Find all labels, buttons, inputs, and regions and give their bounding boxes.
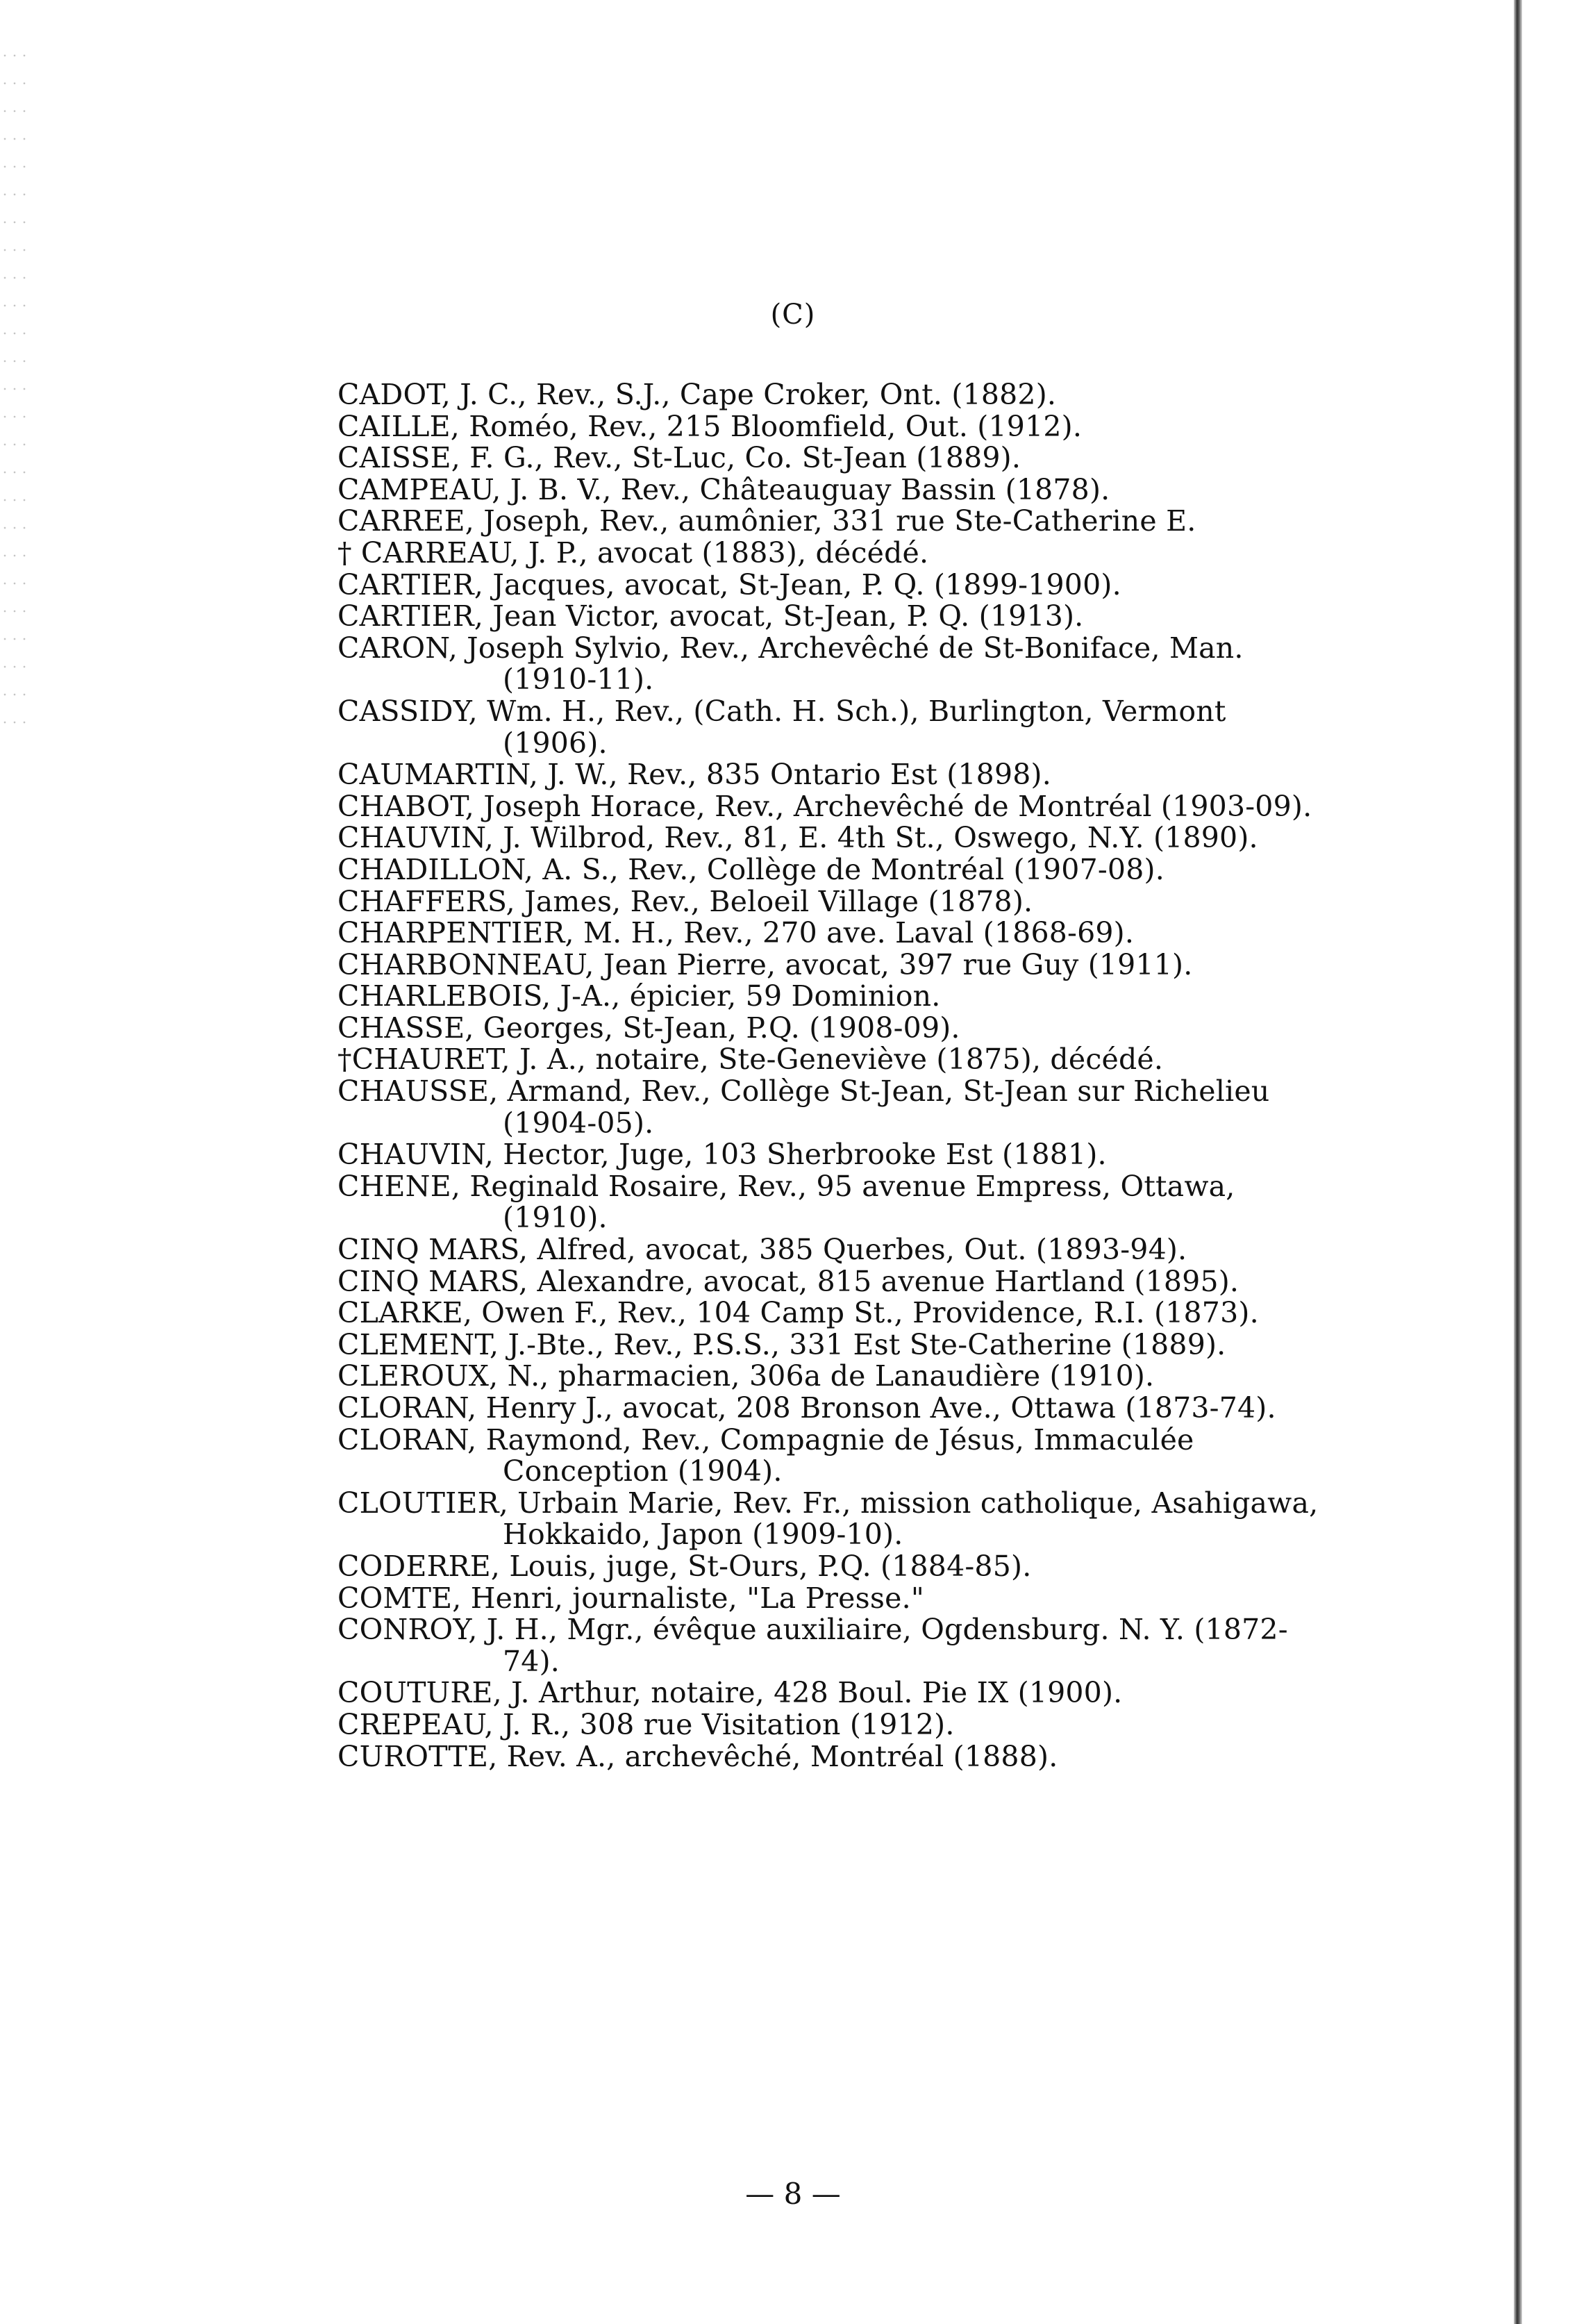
directory-entry: CLEMENT, J.-Bte., Rev., P.S.S., 331 Est Ste-Catherine (1889). <box>337 1327 1226 1361</box>
directory-entry: CAMPEAU, J. B. V., Rev., Châteauguay Bassin (1878). <box>337 472 1110 506</box>
directory-entry: CLEROUX, N., pharmacien, 306a de Lanaudière (1910). <box>337 1359 1155 1393</box>
directory-entry: CINQ MARS, Alexandre, avocat, 815 avenue Hartland (1895). <box>337 1264 1239 1298</box>
directory-entry: CONROY, J. H., Mgr., évêque auxiliaire, Ogdensburg. N. Y. (1872-74). <box>337 1613 1288 1678</box>
directory-entry: CHAUSSE, Armand, Rev., Collège St-Jean, St-Jean sur Richelieu (1904-05). <box>337 1074 1270 1140</box>
directory-entry: CADOT, J. C., Rev., S.J., Cape Croker, Ont. (1882). <box>337 378 1057 411</box>
directory-entry: CAILLE, Roméo, Rev., 215 Bloomfield, Out. (1912). <box>337 409 1083 443</box>
section-heading: (C) <box>770 299 816 331</box>
directory-entry: CHARBONNEAU, Jean Pierre, avocat, 397 rue Guy (1911). <box>337 947 1193 981</box>
directory-entries <box>337 379 1324 1773</box>
directory-entry: CAISSE, F. G., Rev., St-Luc, Co. St-Jean (1889). <box>337 441 1021 475</box>
directory-entry: CARON, Joseph Sylvio, Rev., Archevêché de St-Boniface, Man. (1910-11). <box>337 631 1244 697</box>
directory-entry: CLORAN, Raymond, Rev., Compagnie de Jésus, Immaculée Conception (1904). <box>337 1422 1194 1488</box>
directory-entry: CLARKE, Owen F., Rev., 104 Camp St., Providence, R.I. (1873). <box>337 1296 1259 1330</box>
directory-entry: †CHAURET, J. A., notaire, Ste-Geneviève (1875), décédé. <box>337 1043 1164 1077</box>
scan-margin-noise <box>0 42 28 736</box>
directory-entry: CHARPENTIER, M. H., Rev., 270 ave. Laval (1868-69). <box>337 916 1135 950</box>
directory-entry: CHENE, Reginald Rosaire, Rev., 95 avenue Empress, Ottawa, (1910). <box>337 1169 1235 1235</box>
directory-entry: CHAUVIN, J. Wilbrod, Rev., 81, E. 4th St., Oswego, N.Y. (1890). <box>337 821 1258 855</box>
directory-entry: COMTE, Henri, journaliste, "La Presse." <box>337 1581 924 1615</box>
directory-entry: CLOUTIER, Urbain Marie, Rev. Fr., mission catholique, Asahigawa, Hokkaido, Japon (1909-10). <box>337 1486 1319 1552</box>
page-number: — 8 — <box>745 2177 841 2211</box>
directory-entry: CHASSE, Georges, St-Jean, P.Q. (1908-09). <box>337 1011 960 1045</box>
directory-entry: CARREE, Joseph, Rev., aumônier, 331 rue Ste-Catherine E. <box>337 504 1196 538</box>
directory-entry: CASSIDY, Wm. H., Rev., (Cath. H. Sch.), Burlington, Vermont (1906). <box>337 694 1226 760</box>
directory-entry: CLORAN, Henry J., avocat, 208 Bronson Ave., Ottawa (1873-74). <box>337 1391 1276 1425</box>
directory-entry: † CARREAU, J. P., avocat (1883), décédé. <box>337 536 929 570</box>
directory-entry: CARTIER, Jacques, avocat, St-Jean, P. Q. (1899-1900). <box>337 567 1121 601</box>
page-binding-edge <box>1514 0 1522 2324</box>
directory-entry: CAUMARTIN, J. W., Rev., 835 Ontario Est (1898). <box>337 758 1051 792</box>
directory-entry: CARTIER, Jean Victor, avocat, St-Jean, P. Q. (1913). <box>337 599 1084 633</box>
directory-entry: CREPEAU, J. R., 308 rue Visitation (1912). <box>337 1707 955 1741</box>
directory-entry: CINQ MARS, Alfred, avocat, 385 Querbes, Out. (1893-94). <box>337 1233 1187 1267</box>
directory-entry: CHAFFERS, James, Rev., Beloeil Village (1878). <box>337 884 1033 918</box>
directory-entry: CODERRE, Louis, juge, St-Ours, P.Q. (1884-85). <box>337 1549 1032 1583</box>
directory-entry: CHARLEBOIS, J-A., épicier, 59 Dominion. <box>337 979 941 1013</box>
directory-entry: CHADILLON, A. S., Rev., Collège de Montréal (1907-08). <box>337 852 1165 886</box>
directory-entry: COUTURE, J. Arthur, notaire, 428 Boul. Pie IX (1900). <box>337 1676 1123 1710</box>
directory-entry: CHAUVIN, Hector, Juge, 103 Sherbrooke Est (1881). <box>337 1138 1107 1172</box>
directory-entry: CHABOT, Joseph Horace, Rev., Archevêché de Montréal (1903-09). <box>337 789 1312 823</box>
directory-entry: CUROTTE, Rev. A., archevêché, Montréal (1888). <box>337 1739 1058 1773</box>
